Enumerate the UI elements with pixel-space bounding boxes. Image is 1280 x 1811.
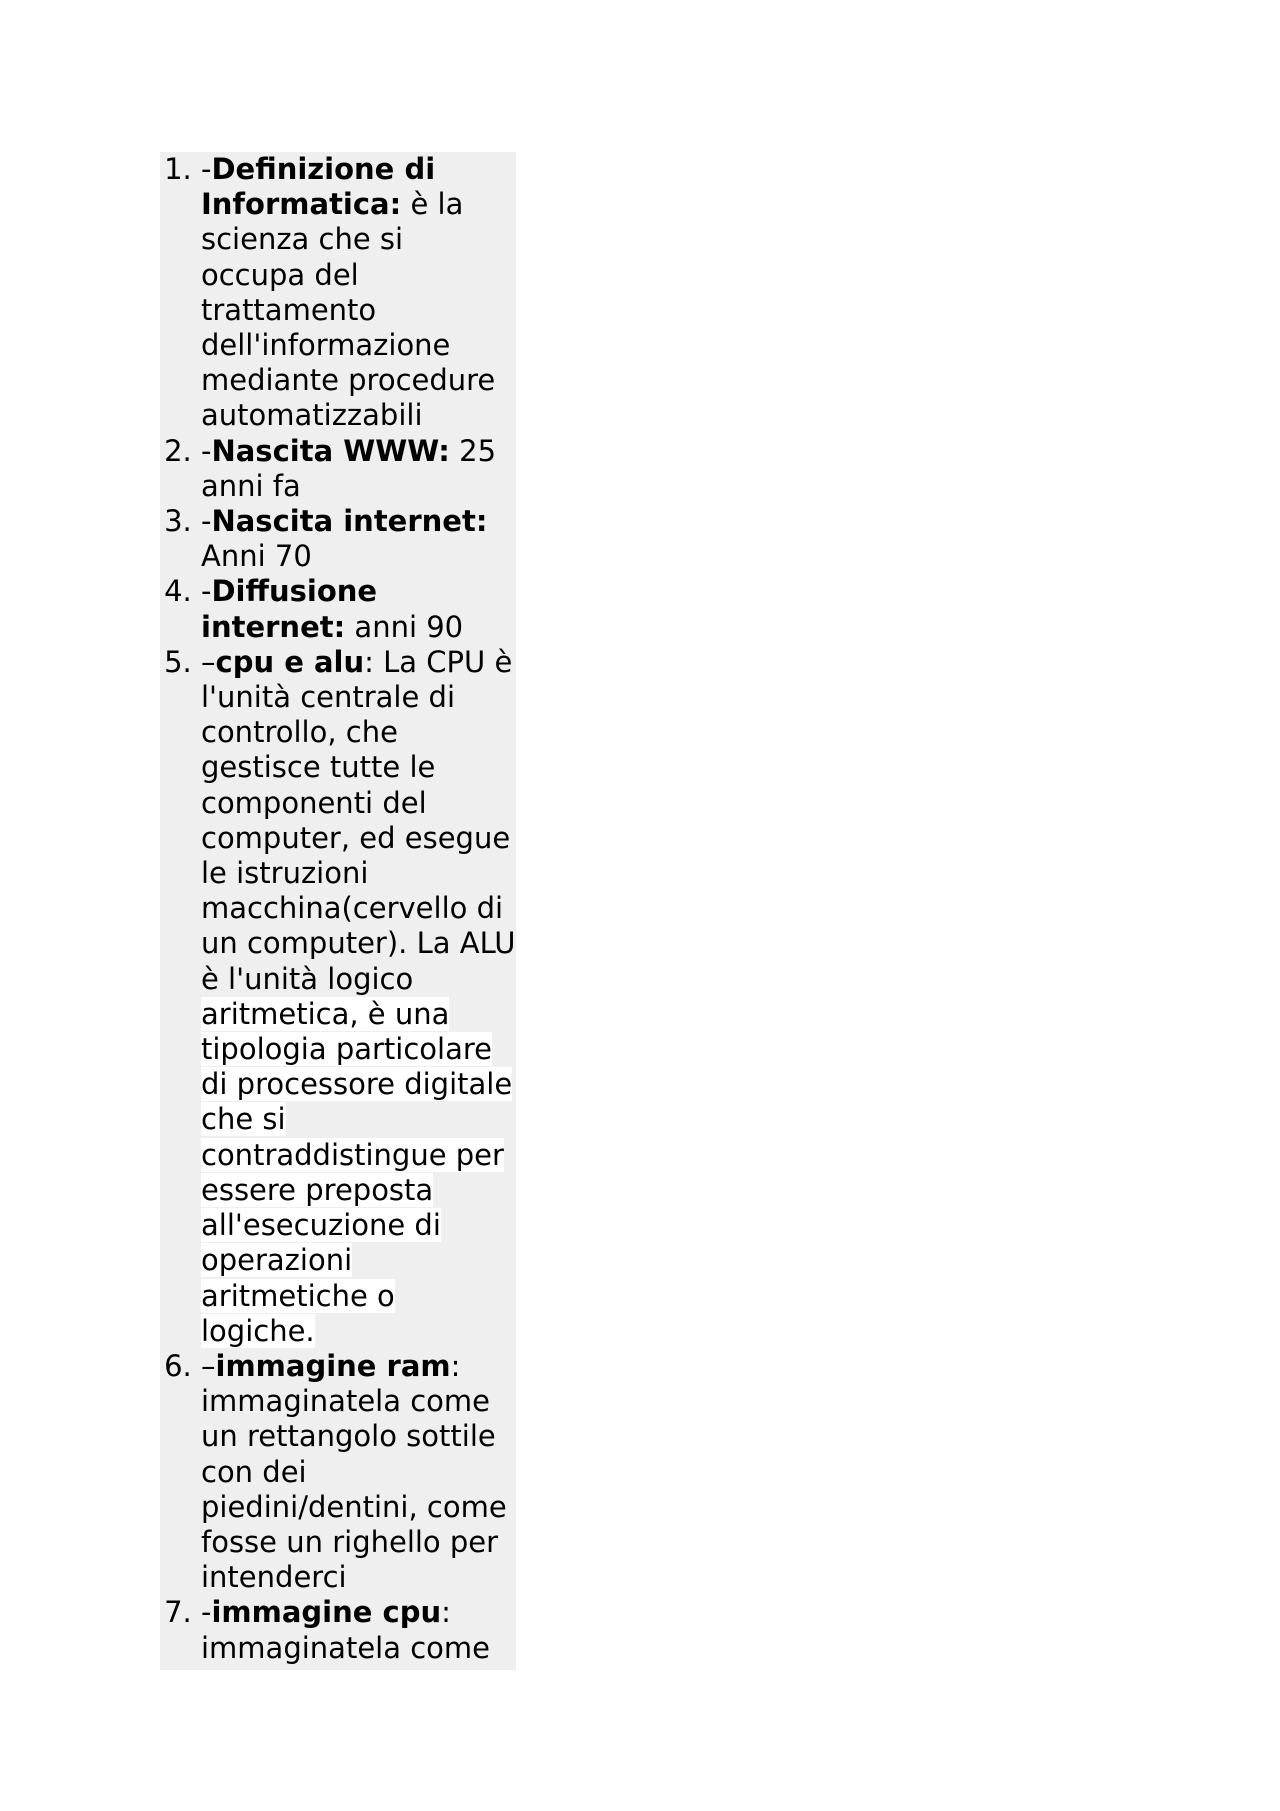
item-title: immagine cpu [211, 1595, 442, 1630]
list-item: 1. -Definizione di Informatica: è la scienza che si occupa del trattamento dell'informazione mediante procedure automatizzabili [201, 152, 516, 434]
item-text: è la scienza che si occupa del trattamento dell'informazione mediante procedure automatizzabili [201, 187, 496, 433]
item-text: : immaginatela come [201, 1595, 490, 1665]
list-item: 4. -Diffusione internet: anni 90 [201, 574, 516, 644]
notes-list [160, 152, 516, 1666]
item-title: immagine ram [215, 1348, 451, 1383]
item-text: Anni 70 [201, 539, 312, 574]
item-title: Diffusione internet: [201, 574, 378, 644]
item-text: : immaginatela come un rettangolo sottile con dei piedini/dentini, come fosse un righello per intenderci [201, 1348, 507, 1595]
item-title: cpu e alu [215, 644, 365, 679]
item-text: 25 anni fa [201, 433, 497, 503]
item-title: Nascita internet: [211, 504, 488, 539]
list-item: 7. -immagine cpu: immaginatela come [201, 1595, 516, 1665]
list-item: 2. -Nascita WWW: 25 anni fa [201, 434, 516, 504]
list-item: 6. –immagine ram: immaginatela come un rettangolo sottile con dei piedini/dentini, come fosse un righello per intenderci [201, 1349, 516, 1595]
list-item: 5. –cpu e alu: La CPU è l'unità centrale di controllo, che gestisce tutte le componenti del computer, ed esegue le istruzioni macchina(cervello di un computer). La ALU è l'unità logico aritmetica, è una tipologia particolare di processore digitale che si contraddistingue per essere preposta all'esecuzione di operazioni aritmetiche o logiche. [201, 645, 516, 1349]
item-text: anni 90 [345, 609, 464, 644]
item-title: Nascita WWW: [211, 433, 450, 468]
highlighted-text: aritmetica, è una tipologia particolare di processore digitale che si contraddistingue per essere preposta all'esecuzione di operazioni aritmetiche o logiche. [201, 996, 513, 1348]
item-title: Definizione di Informatica: [201, 152, 436, 222]
list-item: 3. -Nascita internet: Anni 70 [201, 504, 516, 574]
item-text: : La CPU è l'unità centrale di controllo, che gestisce tutte le componenti del computer, ed esegue le istruzioni macchina(cervello di un computer). La ALU è l'unità logico [201, 644, 516, 996]
